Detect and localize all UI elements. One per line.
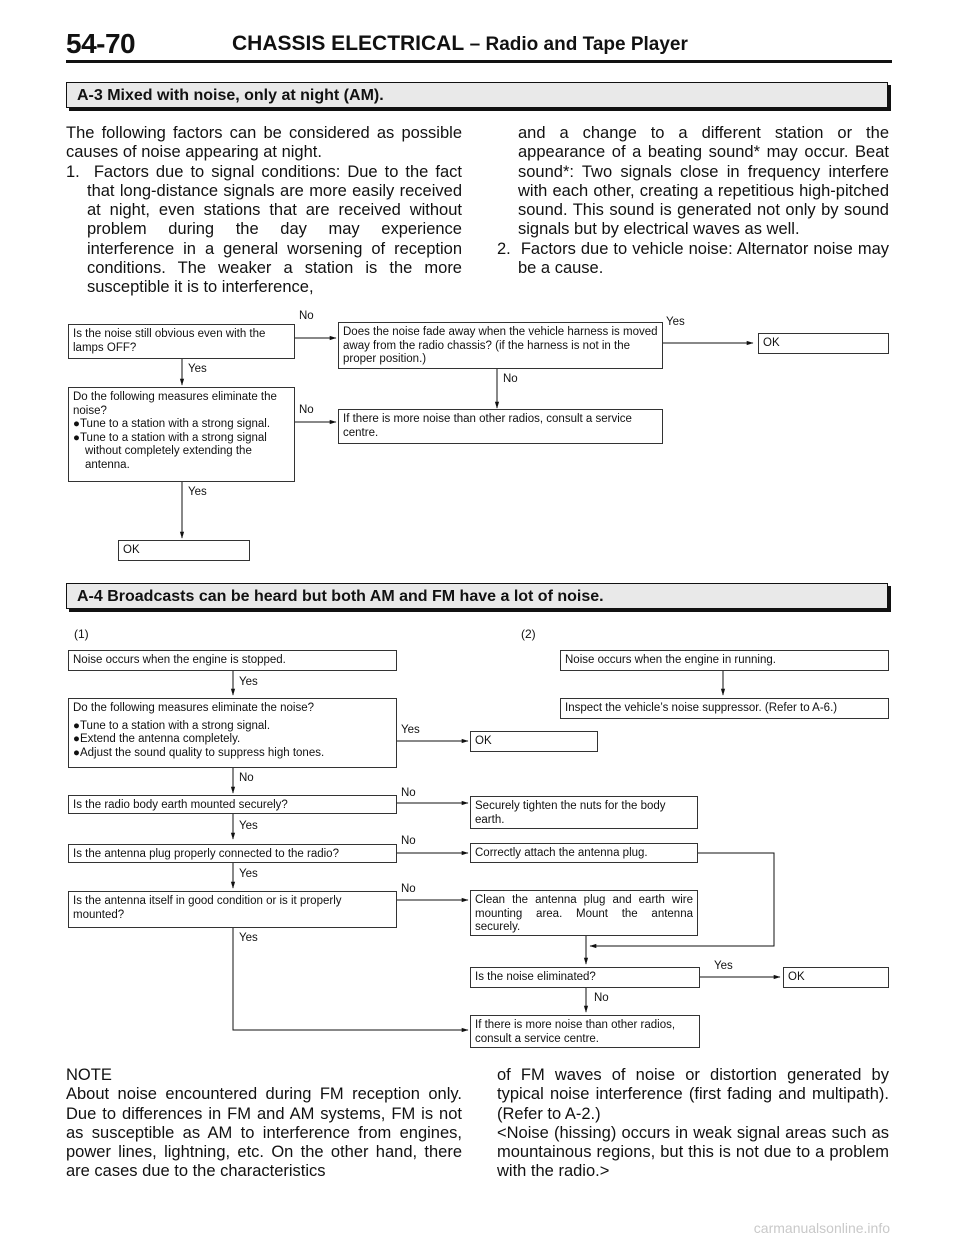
- note-right-column: [497, 1066, 889, 1182]
- a3-intro: The following factors can be considered as possible causes of noise appearing at night.: [66, 124, 462, 162]
- a4-l5-box: Is the antenna itself in good condition or is it properly mounted?: [68, 891, 397, 928]
- header-title: CHASSIS ELECTRICAL: [232, 32, 464, 55]
- a3-item2: 2. Factors due to vehicle noise: Alternator noise may be a cause.: [497, 239, 889, 278]
- a4-col1-label: (1): [74, 627, 89, 641]
- a4-m1-box: Securely tighten the nuts for the body earth.: [470, 796, 698, 829]
- a3-q2-box: Does the noise fade away when the vehicle harness is moved away from the radio chassis? (if the harness is not in the proper position.): [338, 322, 663, 369]
- a4-label-no1: No: [239, 772, 254, 784]
- section-a4-title: A-4 Broadcasts can be heard but both AM and FM have a lot of noise.: [66, 583, 888, 609]
- a4-label-yes3: Yes: [239, 820, 258, 832]
- a4-label-yes6: Yes: [714, 960, 733, 972]
- a4-l1-box: Noise occurs when the engine is stopped.: [68, 650, 397, 671]
- a3-item1-cont: and a change to a different station or the appearance of a beating sound* may occur. Beat sound*: Two signals close in frequency interfere with each other, creating a repetitious high-pitched sound. This sound is generated not only by sound signals but by electrical waves as well.: [518, 124, 889, 239]
- a3-label-no3: No: [299, 404, 314, 416]
- a4-l2-text: Do the following measures eliminate the noise?: [73, 702, 314, 714]
- a3-q3-bullet1: ●Tune to a station with a strong signal.: [73, 418, 271, 430]
- a3-label-yes2: Yes: [188, 363, 207, 375]
- a4-label-yes2: Yes: [401, 724, 420, 736]
- a4-m2-box: Correctly attach the antenna plug.: [470, 843, 698, 863]
- a4-l4-box: Is the antenna plug properly connected to the radio?: [68, 844, 397, 863]
- a3-label-yes3: Yes: [188, 486, 207, 498]
- a3-ok2-box: OK: [118, 540, 250, 561]
- page-number: 54-70: [66, 28, 136, 59]
- note-left-column: [66, 1066, 462, 1182]
- a4-label-no3: No: [401, 835, 416, 847]
- a4-l2-box: [68, 698, 397, 768]
- a3-label-yes1: Yes: [666, 316, 685, 328]
- a4-label-no4: No: [401, 883, 416, 895]
- a4-label-no2: No: [401, 787, 416, 799]
- a4-label-yes1: Yes: [239, 676, 258, 688]
- a3-label-no2: No: [503, 373, 518, 385]
- watermark: carmanualsonline.info: [753, 1220, 890, 1236]
- a3-ok1-box: OK: [758, 333, 889, 354]
- a4-l2-bullet2: ●Extend the antenna completely.: [73, 733, 241, 745]
- a3-q3-text: Do the following measures eliminate the noise?: [73, 391, 277, 417]
- note-p2: of FM waves of noise or distortion generated by typical noise interference (first fading and multipath). (Refer to A-2.): [497, 1066, 889, 1123]
- a4-m5-box: If there is more noise than other radios, consult a service centre.: [470, 1015, 700, 1048]
- header-subtitle: – Radio and Tape Player: [469, 34, 688, 55]
- section-a3-title: A-3 Mixed with noise, only at night (AM).: [66, 82, 888, 108]
- a4-label-yes5: Yes: [239, 932, 258, 944]
- note-heading: NOTE: [66, 1066, 112, 1084]
- note-p3: <Noise (hissing) occurs in weak signal areas such as mountainous regions, but this is not due to a problem with the radio.>: [497, 1123, 889, 1181]
- a4-label-yes4: Yes: [239, 868, 258, 880]
- a4-l3-box: Is the radio body earth mounted securely?: [68, 795, 397, 814]
- a4-m4-box: Is the noise eliminated?: [470, 967, 700, 988]
- a4-label-no5: No: [594, 992, 609, 1004]
- a4-r2-box: Inspect the vehicle’s noise suppressor. (Refer to A-6.): [560, 698, 889, 719]
- a4-col2-label: (2): [521, 627, 536, 641]
- a4-l2-bullet3: ●Adjust the sound quality to suppress high tones.: [73, 746, 325, 759]
- a3-q3-box: [68, 387, 295, 482]
- a4-l2-bullet1: ●Tune to a station with a strong signal.: [73, 719, 271, 732]
- a4-r1-box: Noise occurs when the engine in running.: [560, 650, 889, 671]
- note-p1: About noise encountered during FM reception only. Due to differences in FM and AM systems, FM is not as susceptible as AM to interference from engines, power lines, lightning, etc. On the other hand, there are cases due to the characteristics: [66, 1085, 462, 1181]
- a3-r1-box: If there is more noise than other radios, consult a service centre.: [338, 409, 663, 444]
- a4-ok-b-box: OK: [783, 967, 889, 988]
- a3-q1-box: Is the noise still obvious even with the lamps OFF?: [68, 324, 295, 359]
- a4-ok-a-box: OK: [470, 731, 598, 752]
- a3-q3-bullet2: ●Tune to a station with a strong signal without completely extending the antenna.: [73, 431, 267, 471]
- a3-item1: 1. Factors due to signal conditions: Due to the fact that long-distance signals are more easily received at night, even stations that are received without problem during the day may experience interference in a general worsening of reception conditions. The weaker a station is the more susceptible it is to interference,: [66, 162, 462, 297]
- a4-m3-box: Clean the antenna plug and earth wire mounting area. Mount the antenna securely.: [470, 890, 698, 936]
- a3-label-no1: No: [299, 310, 314, 322]
